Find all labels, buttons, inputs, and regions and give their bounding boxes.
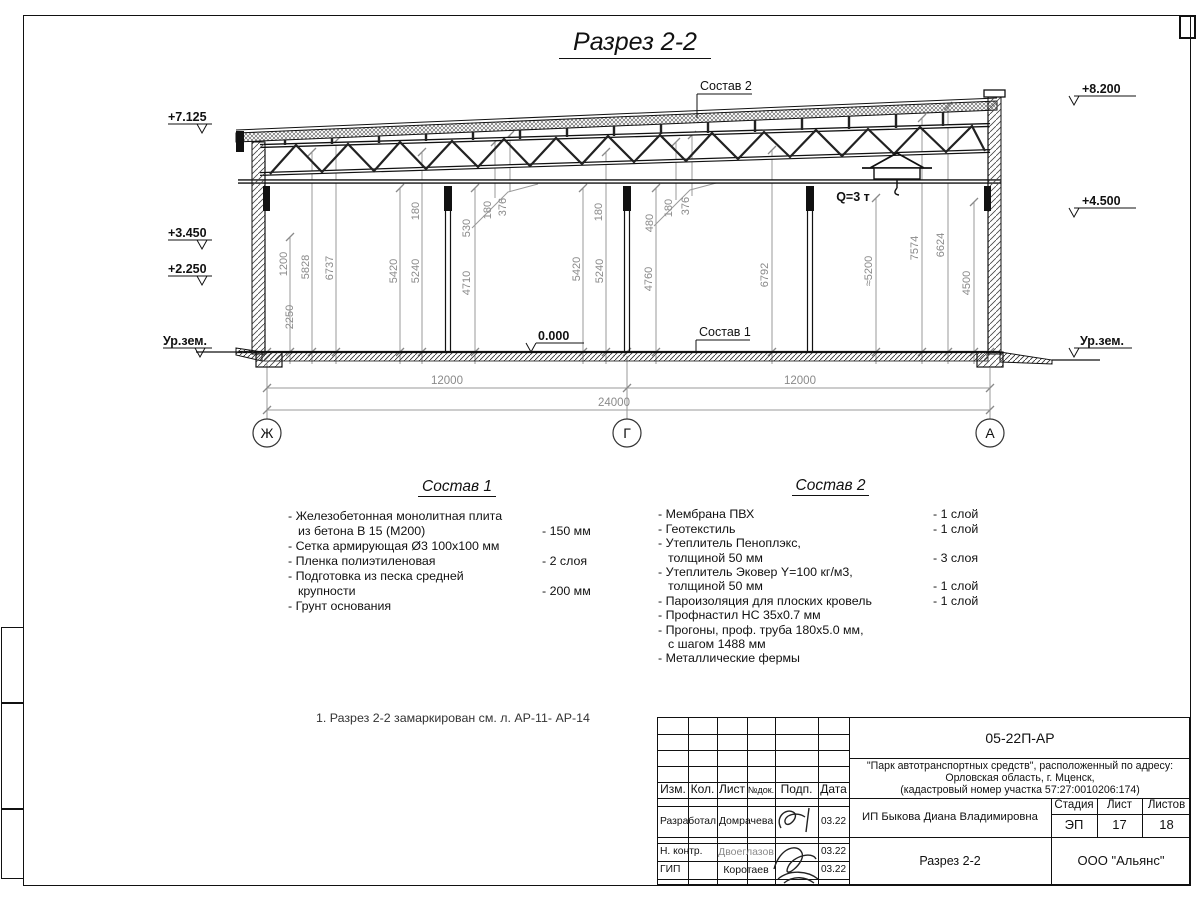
list-item: - Прогоны, проф. труба 180х5.0 мм, <box>658 622 864 637</box>
list-item: - Железобетонная монолитная плита <box>288 509 503 523</box>
axis-zh: Ж <box>260 425 274 441</box>
stage-value: ЭП <box>1064 817 1084 833</box>
svg-text:180: 180 <box>663 198 675 218</box>
svg-text:Состав 1: Состав 1 <box>699 325 751 339</box>
column-consoles <box>263 186 991 211</box>
col-data: Дата <box>820 782 847 797</box>
sostav1-callout <box>696 325 751 353</box>
svg-text:12000: 12000 <box>431 375 463 387</box>
axis-a: А <box>985 425 995 441</box>
list-item: - Металлические фермы <box>658 651 800 666</box>
elevation-7125: +7.125 <box>168 110 207 124</box>
svg-text:12000: 12000 <box>784 375 816 387</box>
svg-text:4760: 4760 <box>643 266 655 292</box>
col-doc: №док. <box>747 784 775 795</box>
list-item: толщиной 50 мм - 3 слоя <box>668 550 979 565</box>
list-item: толщиной 50 мм - 1 слой <box>668 579 979 594</box>
name-developer: Домрачева <box>718 815 774 828</box>
list-item: - Подготовка из песка средней <box>288 569 464 583</box>
list-item: - Профнастил НС 35х0.7 мм <box>658 608 821 623</box>
list-item: с шагом 1488 мм <box>668 637 766 652</box>
elevation-2250: +2.250 <box>168 262 207 276</box>
svg-text:4500: 4500 <box>961 270 973 296</box>
axis-g: Г <box>623 425 631 441</box>
svg-text:4710: 4710 <box>461 270 473 296</box>
svg-text:Состав 2: Состав 2 <box>700 79 752 93</box>
signature-developer <box>773 804 821 838</box>
date-developer: 03.22 <box>820 815 847 827</box>
page-title: Разрез 2-2 <box>559 28 711 59</box>
sostav1-list <box>288 479 626 614</box>
date-ncontrol: 03.22 <box>820 846 847 858</box>
svg-text:376: 376 <box>497 197 509 217</box>
date-gip: 03.22 <box>820 864 847 876</box>
svg-text:180: 180 <box>593 202 605 222</box>
svg-text:0.000: 0.000 <box>538 329 570 343</box>
svg-text:376: 376 <box>680 196 692 216</box>
sostav2-list <box>658 479 1003 666</box>
ground-level-left: Ур.зем. <box>163 334 207 348</box>
col-kol: Кол. <box>690 782 715 797</box>
margin-cell-3 <box>1 808 24 879</box>
columns <box>265 112 988 352</box>
list-item: - Геотекстиль - 1 слой <box>658 521 979 536</box>
col-list: Лист <box>718 782 746 797</box>
left-wall <box>252 142 265 354</box>
ground-level-right: Ур.зем. <box>1080 334 1124 348</box>
svg-text:5240: 5240 <box>594 258 606 284</box>
role-developer: Разработал <box>660 815 717 827</box>
elevation-4500: +4.500 <box>1082 194 1121 208</box>
list-item: - Грунт основания <box>288 599 392 613</box>
sostav2-heading: Состав 2 <box>792 477 870 496</box>
col-izm: Изм. <box>660 782 686 797</box>
dimension-ticks <box>263 102 994 414</box>
svg-text:7574: 7574 <box>909 235 921 261</box>
name-gip: Коротаев <box>723 863 769 876</box>
left-footing <box>256 352 282 367</box>
margin-cell-1 <box>1 627 24 704</box>
client-name: ИП Быкова Диана Владимировна <box>862 811 1038 823</box>
zero-level-mark <box>526 329 584 352</box>
svg-text:1200: 1200 <box>278 251 290 277</box>
svg-text:2250: 2250 <box>284 304 296 330</box>
margin-cell-2 <box>1 702 24 810</box>
sheets-label: Листов <box>1147 799 1186 812</box>
doc-number: 05-22П-АР <box>985 729 1055 746</box>
list-item: крупности - 200 мм <box>298 584 591 598</box>
sostav1-heading: Состав 1 <box>418 478 496 497</box>
svg-text:5828: 5828 <box>300 254 312 280</box>
project-line1: "Парк автотранспортных средств", расположенный по адресу: <box>866 759 1174 772</box>
list-item: - Утеплитель Пеноплэкс, <box>658 536 801 551</box>
svg-text:5420: 5420 <box>571 256 583 282</box>
stage-label: Стадия <box>1054 799 1094 812</box>
project-line2: Орловская область, г. Мценск, <box>945 771 1095 784</box>
list-item: - Пароизоляция для плоских кровель - 1 слой <box>658 593 979 608</box>
svg-text:≈5200: ≈5200 <box>863 255 875 287</box>
sheet-value: 17 <box>1112 817 1127 833</box>
right-ramp <box>1000 352 1052 364</box>
elevation-marks-right <box>1069 82 1136 357</box>
elevation-marks-left <box>163 110 212 357</box>
roof-left-fascia <box>236 131 244 152</box>
list-item: из бетона В 15 (М200) - 150 мм <box>298 524 591 538</box>
svg-text:180: 180 <box>482 200 494 220</box>
svg-text:24000: 24000 <box>598 397 630 409</box>
sheets-value: 18 <box>1159 817 1174 833</box>
list-item: - Утеплитель Эковер Y=100 кг/м3, <box>658 565 853 580</box>
role-gip: ГИП <box>660 864 681 876</box>
list-item: - Сетка армирующая Ø3 100х100 мм <box>288 539 500 553</box>
sheet-label: Лист <box>1107 799 1132 812</box>
svg-text:5420: 5420 <box>388 258 400 284</box>
elevation-3450: +3.450 <box>168 226 207 240</box>
list-item: - Мембрана ПВХ - 1 слой <box>658 507 979 522</box>
svg-text:5240: 5240 <box>410 258 422 284</box>
crane-capacity-label: Q=3 т <box>836 190 870 204</box>
role-ncontrol: Н. контр. <box>660 846 703 858</box>
right-parapet-cap <box>984 90 1005 97</box>
axis-bubbles <box>253 419 1004 447</box>
name-ncontrol: Двоеглазов <box>718 845 774 858</box>
project-line3: (кадастровый номер участка 57:27:0010206:174) <box>900 783 1140 796</box>
drawing-title-cell: Разрез 2-2 <box>919 854 981 869</box>
elevation-8200: +8.200 <box>1082 82 1121 96</box>
svg-text:6737: 6737 <box>324 255 336 281</box>
svg-text:530: 530 <box>461 218 473 238</box>
vertical-dimensions <box>278 197 973 329</box>
svg-text:480: 480 <box>644 213 656 233</box>
sheet-note: 1. Разрез 2-2 замаркирован см. л. АР-11- АР-14 <box>316 711 590 725</box>
right-wall <box>988 96 1001 354</box>
signature-gip <box>770 839 822 885</box>
svg-text:6792: 6792 <box>759 262 771 288</box>
svg-text:180: 180 <box>410 201 422 221</box>
col-podp: Подп. <box>780 782 813 797</box>
title-block <box>657 717 1190 885</box>
right-footing <box>977 352 1003 367</box>
company-name: ООО "Альянс" <box>1077 853 1165 869</box>
list-item: - Пленка полиэтиленовая - 2 слоя <box>288 554 588 568</box>
svg-text:6624: 6624 <box>935 232 947 258</box>
floor-slab <box>262 352 988 361</box>
